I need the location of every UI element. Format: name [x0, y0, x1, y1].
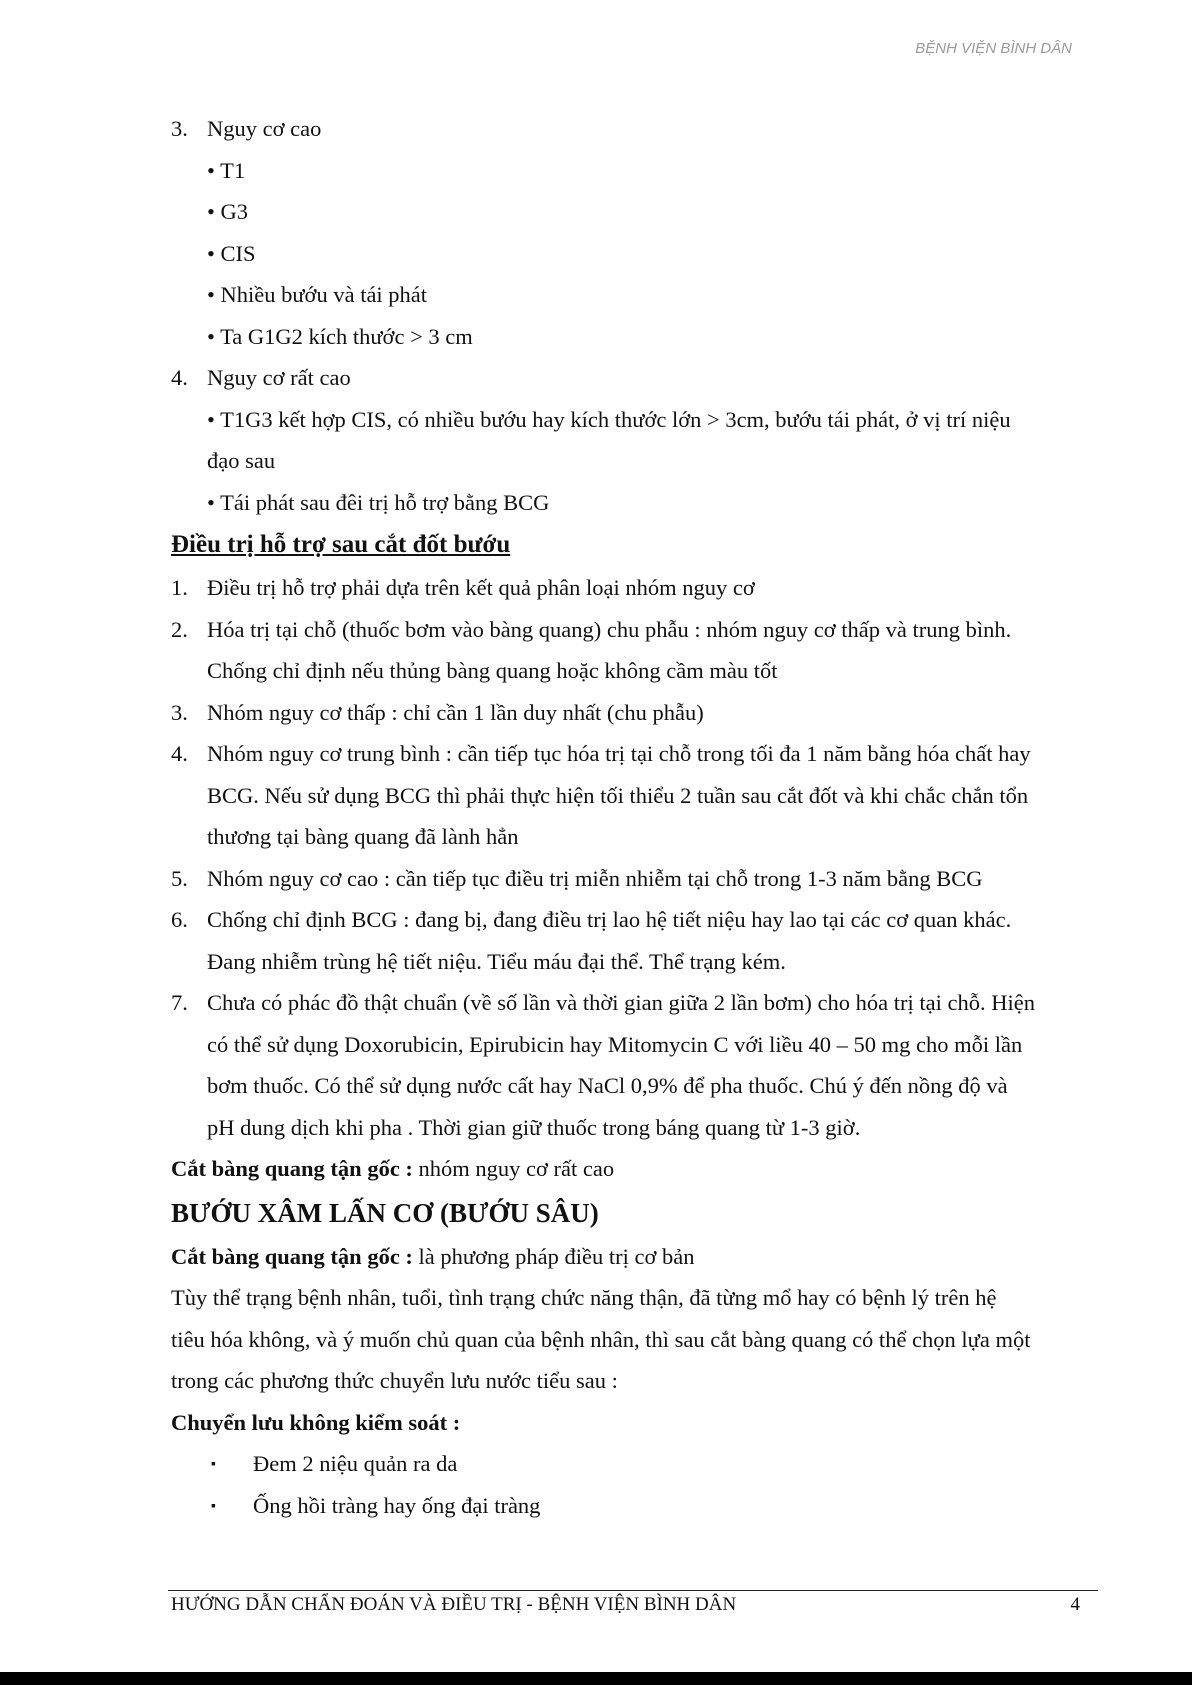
item-continuation: bơm thuốc. Có thể sử dụng nước cất hay NaCl 0,9% để pha thuốc. Chú ý đến nồng độ và: [207, 1073, 1008, 1098]
item-continuation: Đang nhiễm trùng hệ tiết niệu. Tiểu máu đại thể. Thể trạng kém.: [207, 948, 786, 974]
square-bullet-icon: ▪: [211, 1498, 216, 1514]
item-continuation: có thể sử dụng Doxorubicin, Epirubicin hay Mitomycin C với liều 40 – 50 mg cho mỗi lần: [207, 1031, 1023, 1057]
list-text: Hóa trị tại chỗ (thuốc bơm vào bàng quang) chu phẫu : nhóm nguy cơ thấp và trung bình.: [207, 616, 1012, 642]
item-continuation: thương tại bàng quang đã lành hẳn: [207, 824, 519, 849]
numbered-item: [171, 858, 1101, 900]
diversion-heading: Chuyển lưu không kiểm soát :: [171, 1409, 461, 1435]
paragraph-line: Tùy thể trạng bệnh nhân, tuổi, tình trạng chức năng thận, đã từng mổ hay có bệnh lý trên hệ: [171, 1285, 997, 1310]
scan-edge-band: [0, 1672, 1192, 1685]
numbered-item: [171, 733, 1101, 775]
bullet-item: • Tái phát sau đêi trị hỗ trợ bằng BCG: [207, 489, 550, 515]
list-number: 4.: [171, 365, 188, 390]
list-number: 2.: [171, 616, 188, 642]
list-text: Chưa có phác đồ thật chuẩn (về số lần và thời gian giữa 2 lần bơm) cho hóa trị tại chỗ. Hiện: [207, 990, 1035, 1015]
numbered-item: [171, 609, 1101, 651]
page-body: [171, 108, 1101, 1526]
bullet-item: • Nhiều bướu và tái phát: [207, 282, 428, 307]
paragraph-line: trong các phương thức chuyển lưu nước tiểu sau :: [171, 1368, 618, 1393]
list-text: Nguy cơ cao: [207, 116, 322, 141]
list-text: Nhóm nguy cơ thấp : chỉ cần 1 lần duy nhất (chu phẫu): [207, 699, 704, 725]
numbered-item: [171, 692, 1101, 734]
list-text: Ống hồi tràng hay ống đại tràng: [253, 1492, 541, 1518]
bullet-item: • T1: [207, 157, 246, 183]
cystectomy-basic-line: [171, 1236, 1101, 1278]
list-text: Nhóm nguy cơ trung bình : cần tiếp tục hóa trị tại chỗ trong tối đa 1 năm bằng hóa chất hay: [207, 741, 1031, 766]
bullet-item: • T1G3 kết hợp CIS, có nhiều bướu hay kích thước lớn > 3cm, bướu tái phát, ở vị trí niệu: [207, 406, 1011, 432]
cystectomy-label: Cắt bàng quang tận gốc :: [171, 1156, 413, 1181]
list-number: 6.: [171, 907, 188, 932]
page-number: 4: [1070, 1594, 1080, 1615]
bullet-continuation: đạo sau: [207, 448, 276, 473]
item-continuation: Chống chỉ định nếu thủng bàng quang hoặc không cầm màu tốt: [207, 658, 778, 683]
bullet-item: • CIS: [207, 240, 256, 266]
list-text: Đem 2 niệu quản ra da: [253, 1451, 458, 1476]
section-heading-adjuvant: Điều trị hỗ trợ sau cắt đốt bướu: [171, 531, 511, 558]
risk-group-4-title: [171, 357, 1101, 399]
list-number: 3.: [171, 699, 188, 725]
risk-group-3-title: [171, 108, 1101, 150]
item-continuation: pH dung dịch khi pha . Thời gian giữ thuốc trong báng quang từ 1-3 giờ.: [207, 1114, 861, 1140]
bullet-item: • Ta G1G2 kích thước > 3 cm: [207, 323, 473, 349]
footer-title: HƯỚNG DẪN CHẨN ĐOÁN VÀ ĐIỀU TRỊ - BỆNH VIỆN BÌNH DÂN: [171, 1594, 737, 1615]
numbered-item: [171, 899, 1101, 941]
list-number: 3.: [171, 116, 188, 141]
section-heading-invasive: BƯỚU XÂM LẤN CƠ (BƯỚU SÂU): [171, 1197, 599, 1228]
item-continuation: BCG. Nếu sử dụng BCG thì phải thực hiện tối thiểu 2 tuần sau cắt đốt và khi chắc chắn tổn: [207, 782, 1029, 808]
footer-rule: [168, 1590, 1098, 1591]
list-number: 4.: [171, 741, 188, 766]
list-text: Nhóm nguy cơ cao : cần tiếp tục điều trị miễn nhiễm tại chỗ trong 1-3 năm bằng BCG: [207, 865, 983, 891]
list-number: 5.: [171, 865, 188, 891]
square-bullet-item: [171, 1485, 1101, 1527]
list-text: Nguy cơ rất cao: [207, 365, 351, 390]
square-bullet-icon: ▪: [211, 1457, 216, 1472]
list-text: Điều trị hỗ trợ phải dựa trên kết quả phân loại nhóm nguy cơ: [207, 575, 755, 600]
cystectomy-label: Cắt bàng quang tận gốc :: [171, 1243, 413, 1269]
list-text: Chống chỉ định BCG : đang bị, đang điều trị lao hệ tiết niệu hay lao tại các cơ quan khác.: [207, 907, 1012, 932]
square-bullet-item: [171, 1443, 1101, 1485]
numbered-item: [171, 982, 1101, 1024]
cystectomy-line: [171, 1148, 1101, 1190]
numbered-item: [171, 567, 1101, 609]
running-header: BỆNH VIỆN BÌNH DÂN: [915, 40, 1072, 57]
cystectomy-text: là phương pháp điều trị cơ bản: [412, 1243, 695, 1269]
paragraph-line: tiêu hóa không, và ý muốn chủ quan của bệnh nhân, thì sau cắt bàng quang có thể chọn lựa một: [171, 1326, 1031, 1352]
bullet-item: • G3: [207, 199, 249, 224]
list-number: 7.: [171, 990, 188, 1015]
cystectomy-text: nhóm nguy cơ rất cao: [412, 1156, 615, 1181]
list-number: 1.: [171, 575, 188, 600]
